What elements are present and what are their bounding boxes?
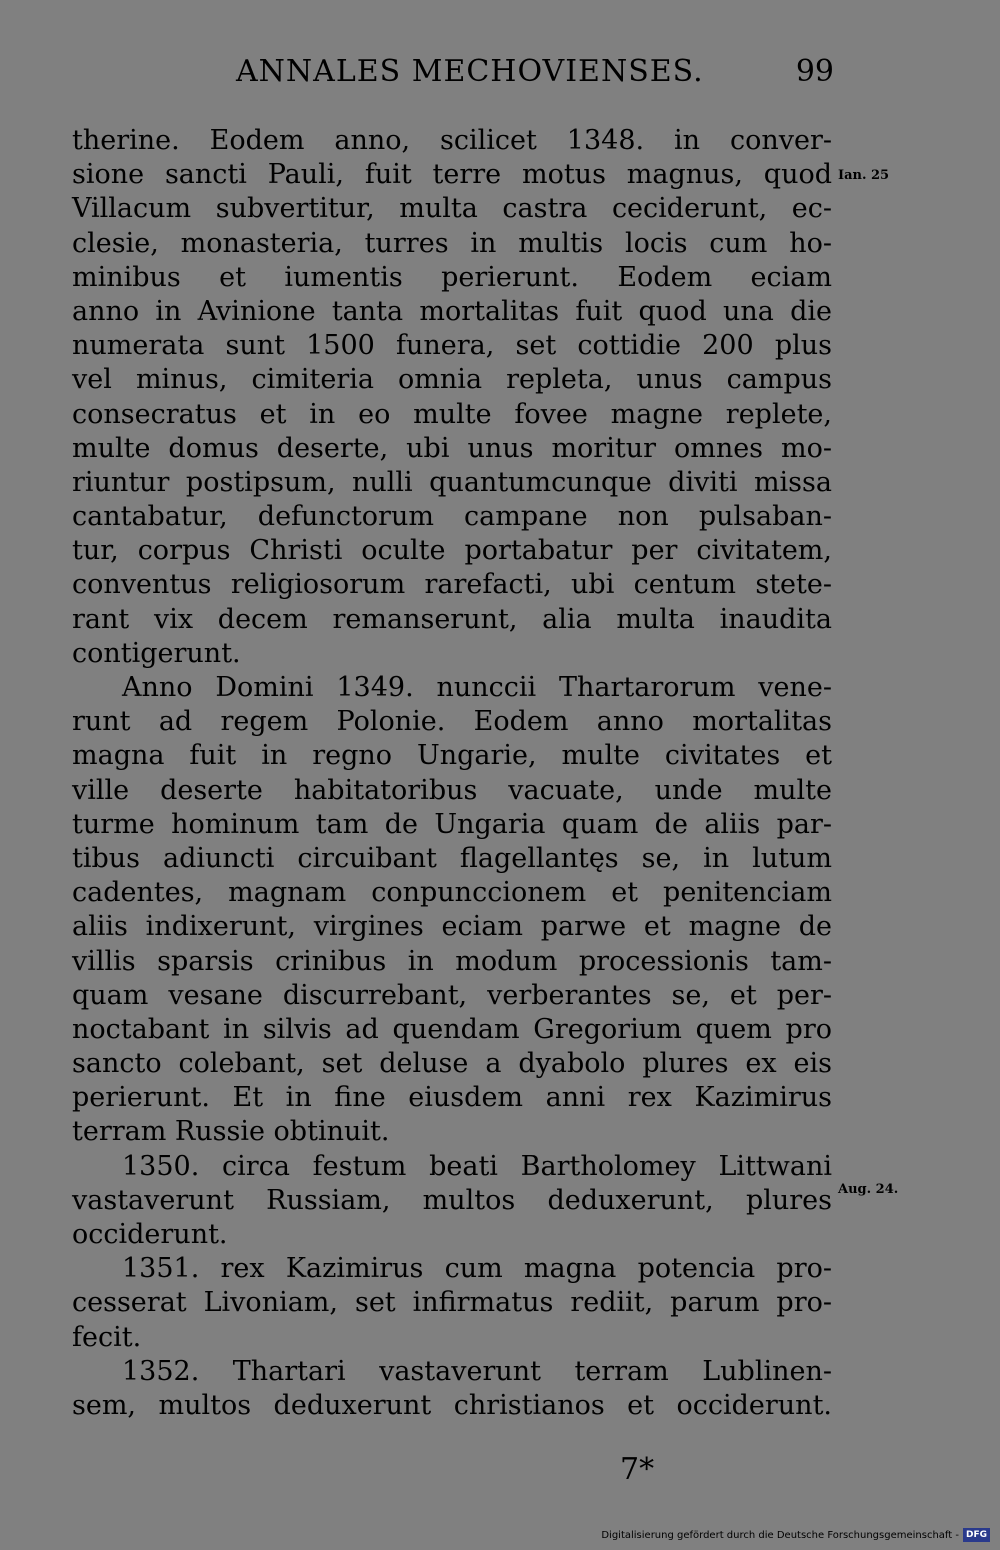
- text-line: tur, corpus Christi oculte portabatur per civitatem,: [72, 535, 832, 567]
- text-line: occiderunt.: [72, 1219, 228, 1250]
- text-line: villis sparsis crinibus in modum processionis tam-: [72, 945, 832, 977]
- text-line: fecit.: [72, 1321, 142, 1353]
- text-line: perierunt. Et in fine eiusdem anni rex Kazimirus: [72, 1082, 832, 1114]
- text-line: anno in Avinione tanta mortalitas fuit quod una die: [72, 295, 832, 327]
- text-line: turme hominum tam de Ungaria quam de aliis par-: [72, 808, 832, 840]
- text-line: 1351. rex Kazimirus cum magna potencia pro-: [122, 1253, 832, 1285]
- text-line: minibus et iumentis perierunt. Eodem eciam: [72, 261, 832, 293]
- text-line: multe domus deserte, ubi unus moritur omnes mo-: [72, 432, 832, 464]
- margin-date-note: Ian. 25: [838, 168, 890, 183]
- text-line: therine. Eodem anno, scilicet 1348. in conver-: [72, 125, 832, 156]
- text-line: 1352. Thartari vastaverunt terram Lublinen-: [122, 1355, 832, 1387]
- page-number: 99: [795, 54, 834, 89]
- text-line: noctabant in silvis ad quendam Gregorium quem pro: [72, 1013, 832, 1045]
- text-line: magna fuit in regno Ungarie, multe civitates et: [72, 740, 832, 772]
- text-line: cadentes, magnam conpunccionem et penitenciam: [72, 877, 832, 909]
- text-line: terram Russie obtinuit.: [72, 1116, 390, 1148]
- text-line: quam vesane discurrebant, verberantes se, et per-: [72, 979, 832, 1011]
- margin-date-note: Aug. 24.: [838, 1182, 899, 1197]
- body-text: [72, 124, 832, 1423]
- text-line: 1350. circa festum beati Bartholomey Littwani: [122, 1150, 832, 1182]
- text-line: Villacum subvertitur, multa castra ceciderunt, ec-: [72, 193, 832, 225]
- text-line: Anno Domini 1349. nunccii Thartarorum vene-: [122, 672, 832, 703]
- signature-mark: 7*: [620, 1452, 655, 1487]
- text-line: ville deserte habitatoribus vacuate, unde multe: [72, 774, 832, 806]
- text-line: contigerunt.: [72, 637, 241, 669]
- text-line: riuntur postipsum, nulli quantumcunque diviti missa: [72, 466, 832, 498]
- text-line: consecratus et in eo multe fovee magne replete,: [72, 398, 832, 430]
- digitization-credit: [601, 1526, 990, 1544]
- text-line: conventus religiosorum rarefacti, ubi centum stete-: [72, 569, 832, 601]
- text-line: runt ad regem Polonie. Eodem anno mortalitas: [72, 706, 832, 738]
- credit-text: Digitalisierung gefördert durch die Deutsche Forschungsgemeinschaft -: [601, 1529, 959, 1541]
- text-line: sem, multos deduxerunt christianos et occiderunt.: [72, 1389, 832, 1421]
- text-line: cantabatur, defunctorum campane non pulsaban-: [72, 501, 832, 533]
- text-line: vel minus, cimiteria omnia repleta, unus campus: [72, 364, 832, 396]
- text-line: tibus adiuncti circuibant flagellantęs se, in lutum: [72, 842, 832, 874]
- text-line: sancto colebant, set deluse a dyabolo plures ex eis: [72, 1048, 832, 1080]
- running-head: [72, 50, 834, 94]
- text-line: rant vix decem remanserunt, alia multa inaudita: [72, 603, 832, 635]
- text-line: vastaverunt Russiam, multos deduxerunt, plures: [72, 1184, 832, 1216]
- dfg-logo: DFG: [963, 1528, 990, 1542]
- text-line: clesie, monasteria, turres in multis locis cum ho-: [72, 227, 832, 259]
- text-line: sione sancti Pauli, fuit terre motus magnus, quod: [72, 159, 832, 191]
- running-title: ANNALES MECHOVIENSES.: [236, 54, 704, 89]
- text-line: cesserat Livoniam, set infirmatus rediit, parum pro-: [72, 1287, 832, 1319]
- text-line: numerata sunt 1500 funera, set cottidie 200 plus: [72, 330, 832, 362]
- text-line: aliis indixerunt, virgines eciam parwe et magne de: [72, 911, 832, 943]
